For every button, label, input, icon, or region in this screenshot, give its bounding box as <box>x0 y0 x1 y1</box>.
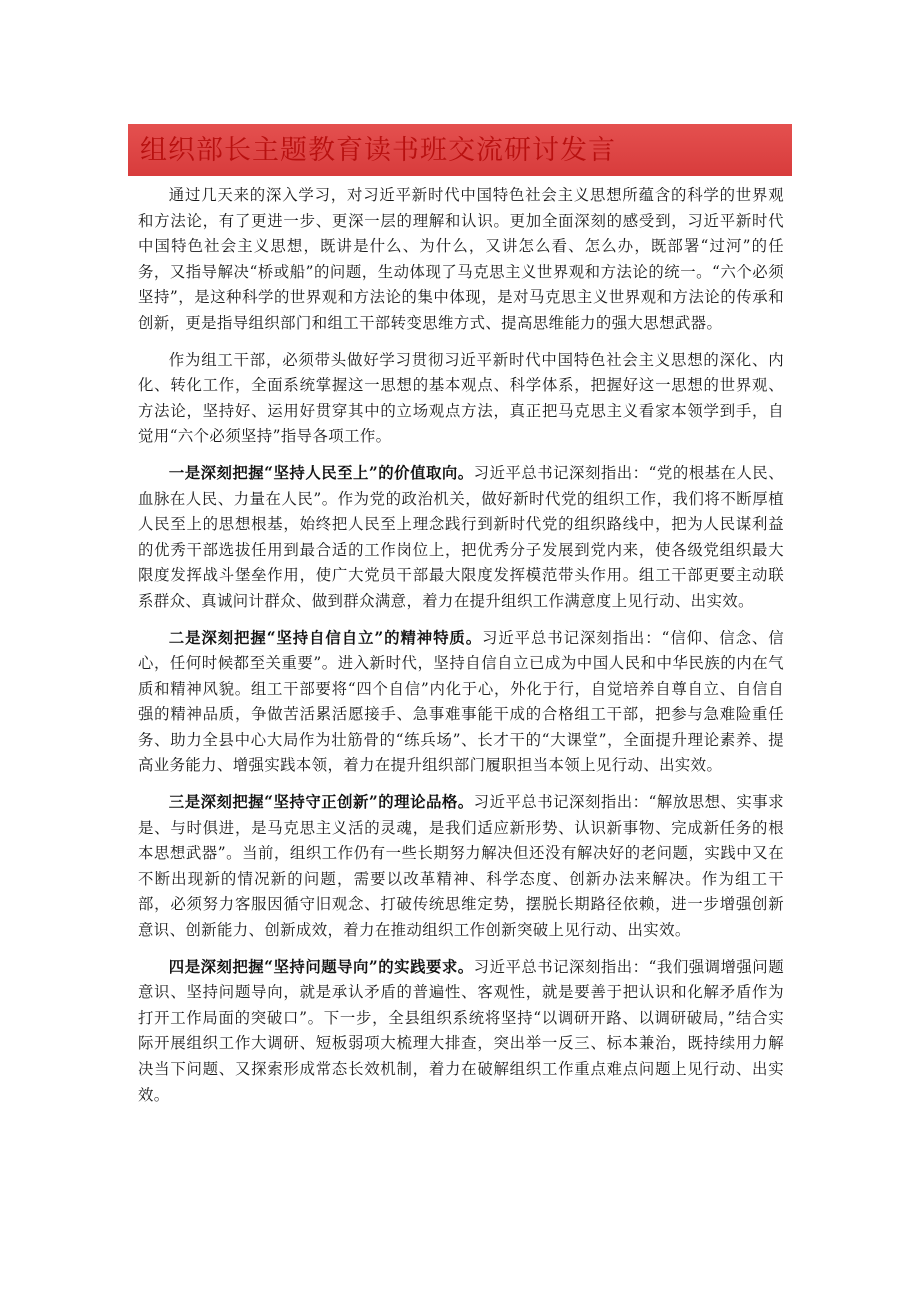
paragraph-lead: 四是深刻把握“坚持问题导向”的实践要求。 <box>168 957 474 976</box>
paragraph-lead: 二是深刻把握“坚持自信自立”的精神特质。 <box>168 628 483 647</box>
paragraph-text: 习近平总书记深刻指出：“党的根基在人民、血脉在人民、力量在人民”。作为党的政治机关，做好新时代党的组织工作，我们将不断厚植人民至上的思想根基，始终把人民至上理念践行到新时代党的组织路线中，把为人民谋利益的优秀干部选拔任用到最合适的工作岗位上，把优秀分子发展到党内来，使各级党组织最大限度发挥战斗堡垒作用，使广大党员干部最大限度发挥模范带头作用。组工干部更要主动联系群众、真诚问计群众、做到群众满意，着力在提升组织工作满意度上见行动、出实效。 <box>138 463 784 610</box>
paragraph-text: 作为组工干部，必须带头做好学习贯彻习近平新时代中国特色社会主义思想的深化、内化、转化工作，全面系统掌握这一思想的基本观点、科学体系，把握好这一思想的世界观、方法论，坚持好、运用好贯穿其中的立场观点方法，真正把马克思主义看家本领学到手，自觉用“六个必须坚持”指导各项工作。 <box>138 350 784 446</box>
paragraph-text: 习近平总书记深刻指出：“解放思想、实事求是、与时俱进，是马克思主义活的灵魂，是我们适应新形势、认识新事物、完成新任务的根本思想武器”。当前，组织工作仍有一些长期努力解决但还没有解决好的老问题，实践中又在不断出现新的情况新的问题，需要以改革精神、科学态度、创新办法来解决。作为组工干部，必须努力客服因循守旧观念、打破传统思维定势，摆脱长期路径依赖，进一步增强创新意识、创新能力、创新成效，着力在推动组织工作创新突破上见行动、出实效。 <box>138 793 784 940</box>
title-banner <box>128 124 792 176</box>
paragraph-commitment <box>138 348 784 450</box>
paragraph-point-2 <box>138 626 784 780</box>
paragraph-point-3 <box>138 790 784 944</box>
paragraph-text: 通过几天来的深入学习，对习近平新时代中国特色社会主义思想所蕴含的科学的世界观和方法论，有了更进一步、更深一层的理解和认识。更加全面深刻的感受到，习近平新时代中国特色社会主义思想，既讲是什么、为什么，又讲怎么看、怎么办，既部署“过河”的任务，又指导解决“桥或船”的问题，生动体现了马克思主义世界观和方法论的统一。“六个必须坚持”，是这种科学的世界观和方法论的集中体现，是对马克思主义世界观和方法论的传承和创新，更是指导组织部门和组工干部转变思维方式、提高思维能力的强大思想武器。 <box>138 186 784 332</box>
paragraph-lead: 三是深刻把握“坚持守正创新”的理论品格。 <box>168 793 474 812</box>
paragraph-text: 习近平总书记深刻指出：“信仰、信念、信心，任何时候都至关重要”。进入新时代，坚持自信自立已成为中国人民和中华民族的内在气质和精神风貌。组工干部要将“四个自信”内化于心，外化于行，自觉培养自尊自立、自信自强的精神品质，争做苦活累活愿接手、急事难事能干成的合格组工干部，把参与急难险重任务、助力全县中心大局作为壮筋骨的“练兵场”、长才干的“大课堂”，全面提升理论素养、提高业务能力、增强实践本领，着力在提升组织部门履职担当本领上见行动、出实效。 <box>138 628 784 775</box>
paragraph-intro <box>138 183 784 337</box>
paragraph-lead: 一是深刻把握“坚持人民至上”的价值取向。 <box>168 463 474 482</box>
paragraph-text: 习近平总书记深刻指出：“我们强调增强问题意识、坚持问题导向，就是承认矛盾的普遍性、客观性，就是要善于把认识和化解矛盾作为打开工作局面的突破口”。下一步，全县组织系统将坚持“以调研开路、以调研破局，”结合实际开展组织工作大调研、短板弱项大梳理大排查，突出举一反三、标本兼治，既持续用力解决当下问题、又探索形成常态长效机制，着力在破解组织工作重点难点问题上见行动、出实效。 <box>138 957 784 1104</box>
paragraph-point-4 <box>138 955 784 1109</box>
document-body <box>138 183 784 1119</box>
paragraph-point-1 <box>138 461 784 615</box>
document-title: 组织部长主题教育读书班交流研讨发言 <box>140 134 616 166</box>
